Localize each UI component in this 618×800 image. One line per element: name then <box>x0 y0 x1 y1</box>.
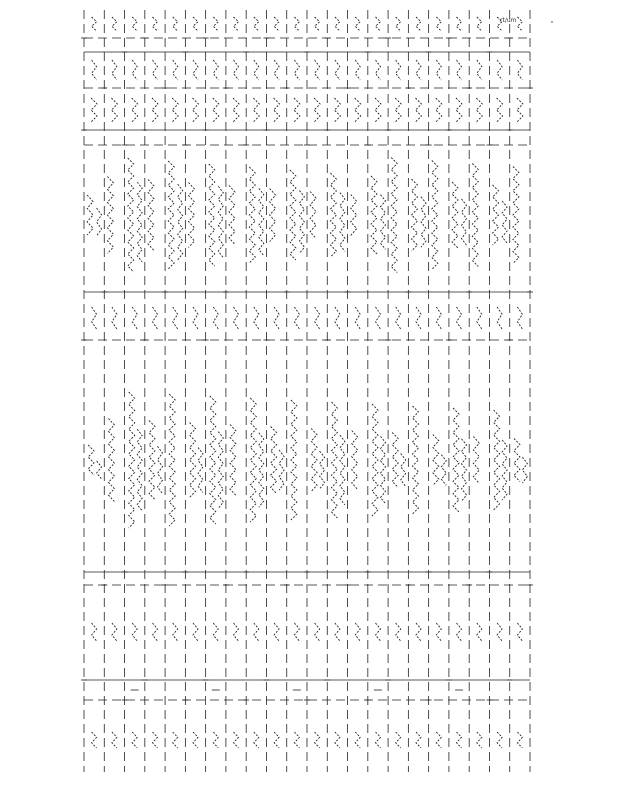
rotated-glyph-cluster <box>111 98 117 122</box>
rotated-glyph-cluster <box>210 396 216 524</box>
rotated-glyph-cluster <box>254 17 259 31</box>
rotated-glyph-cluster <box>371 176 377 254</box>
rotated-glyph-cluster <box>294 98 300 122</box>
rotated-glyph-cluster <box>355 307 360 329</box>
rotated-glyph-cluster <box>153 17 158 31</box>
rotated-glyph-cluster <box>315 60 320 80</box>
rotated-glyph-cluster <box>254 60 259 80</box>
rotated-glyph-cluster <box>271 427 277 494</box>
rotated-glyph-cluster <box>213 732 218 748</box>
rotated-glyph-cluster <box>132 60 137 80</box>
rotated-glyph-cluster <box>132 623 137 641</box>
rotated-glyph-cluster <box>129 392 135 528</box>
rotated-glyph-cluster <box>441 455 446 486</box>
rotated-glyph-cluster <box>376 60 381 80</box>
rotated-glyph-cluster <box>218 432 223 509</box>
rotated-glyph-cluster <box>376 732 381 748</box>
rotated-glyph-cluster <box>314 98 320 122</box>
rotated-glyph-cluster <box>372 404 378 516</box>
rotated-glyph-cluster <box>476 98 482 122</box>
rotated-glyph-cluster <box>92 17 97 31</box>
rotated-glyph-cluster <box>436 17 441 31</box>
rotated-glyph-cluster <box>517 98 523 122</box>
rotated-glyph-cluster <box>416 60 421 80</box>
rotated-glyph-cluster <box>92 623 97 641</box>
rotated-glyph-cluster <box>391 158 397 273</box>
rotated-glyph-cluster <box>230 425 236 496</box>
rotated-glyph-cluster <box>274 307 279 329</box>
rotated-glyph-cluster <box>355 60 360 80</box>
rotated-glyph-cluster <box>250 398 256 522</box>
rotated-glyph-cluster <box>462 199 467 245</box>
margin-dot <box>551 21 553 23</box>
rotated-glyph-cluster <box>92 307 97 329</box>
rotated-glyph-cluster <box>291 400 297 520</box>
rotated-glyph-cluster <box>497 307 502 329</box>
rotated-glyph-cluster <box>502 440 507 500</box>
rotated-glyph-cluster <box>274 17 279 31</box>
rotated-glyph-cluster <box>213 623 218 641</box>
rotated-glyph-cluster <box>436 60 441 80</box>
rotated-glyph-cluster <box>172 98 178 122</box>
rotated-glyph-cluster <box>270 189 276 242</box>
rotated-glyph-cluster <box>132 98 138 122</box>
rotated-glyph-cluster <box>259 433 264 507</box>
rotated-glyph-cluster <box>178 184 183 260</box>
rotated-glyph-cluster <box>477 732 482 748</box>
rotated-glyph-cluster <box>315 732 320 748</box>
rotated-glyph-cluster <box>274 623 279 641</box>
rotated-glyph-cluster <box>294 623 299 641</box>
rotated-glyph-cluster <box>392 433 398 488</box>
rotated-glyph-cluster <box>149 421 155 500</box>
rotated-glyph-cluster <box>153 732 158 748</box>
rotated-glyph-cluster <box>334 98 340 122</box>
rotated-glyph-cluster <box>330 173 336 257</box>
rotated-glyph-cluster <box>457 623 462 641</box>
rotated-glyph-cluster <box>513 167 519 264</box>
rotated-glyph-cluster <box>92 60 97 80</box>
rotated-glyph-cluster <box>355 98 361 122</box>
rotated-glyph-cluster <box>173 17 178 31</box>
rotated-glyph-cluster <box>213 307 218 329</box>
rotated-glyph-cluster <box>453 408 459 512</box>
rotated-glyph-cluster <box>213 17 218 31</box>
rotated-glyph-cluster <box>416 17 421 31</box>
rotated-glyph-cluster <box>112 60 117 80</box>
rotated-glyph-cluster <box>412 179 418 251</box>
rotated-glyph-cluster <box>97 461 102 479</box>
rotated-glyph-cluster <box>493 185 499 245</box>
rotated-glyph-cluster <box>229 186 235 245</box>
rotated-glyph-cluster <box>396 17 401 31</box>
rotated-glyph-cluster <box>234 623 239 641</box>
rotated-glyph-cluster <box>92 732 97 748</box>
rotated-glyph-cluster <box>274 98 280 122</box>
rotated-glyph-cluster <box>315 307 320 329</box>
rotated-glyph-cluster <box>294 732 299 748</box>
rotated-glyph-cluster <box>254 623 259 641</box>
rotated-glyph-cluster <box>335 307 340 329</box>
rotated-glyph-cluster <box>279 450 284 490</box>
rotated-glyph-cluster <box>137 429 142 511</box>
rotated-glyph-cluster <box>87 195 93 235</box>
rotated-glyph-cluster <box>413 406 419 514</box>
rotated-glyph-cluster <box>173 623 178 641</box>
rotated-glyph-cluster <box>456 98 462 122</box>
rotated-glyph-cluster <box>209 164 215 266</box>
rotated-glyph-cluster <box>213 60 218 80</box>
rotated-glyph-cluster <box>432 161 438 270</box>
rotated-glyph-cluster <box>477 60 482 80</box>
rotated-glyph-cluster <box>517 307 522 329</box>
rotated-glyph-cluster <box>148 180 154 251</box>
rotated-glyph-cluster <box>335 732 340 748</box>
rotated-glyph-cluster <box>234 307 239 329</box>
rotated-glyph-cluster <box>299 191 304 254</box>
rotated-glyph-cluster <box>193 60 198 80</box>
rotated-glyph-cluster <box>497 623 502 641</box>
rotated-glyph-cluster <box>88 445 94 475</box>
rotated-glyph-cluster <box>189 183 195 248</box>
rotated-glyph-cluster <box>436 307 441 329</box>
rotated-glyph-cluster <box>193 623 198 641</box>
rotated-glyph-cluster <box>112 307 117 329</box>
rotated-glyph-cluster <box>153 60 158 80</box>
rotated-glyph-cluster <box>472 164 478 267</box>
rotated-glyph-cluster <box>477 307 482 329</box>
rotated-glyph-cluster <box>381 436 386 503</box>
rotated-glyph-cluster <box>436 732 441 748</box>
rotated-glyph-cluster <box>132 732 137 748</box>
rotated-glyph-cluster <box>514 439 520 482</box>
rotated-glyph-cluster <box>290 170 296 260</box>
rotated-glyph-cluster <box>331 402 337 518</box>
rotated-glyph-cluster <box>112 623 117 641</box>
rotated-glyph-cluster <box>416 732 421 748</box>
rotated-glyph-cluster <box>294 60 299 80</box>
rotated-glyph-cluster <box>416 307 421 329</box>
rotated-glyph-cluster <box>132 17 137 31</box>
rotated-glyph-cluster <box>233 98 239 122</box>
rotated-glyph-cluster <box>502 201 507 243</box>
rotated-glyph-cluster <box>376 307 381 329</box>
rotated-glyph-cluster <box>234 60 239 80</box>
rotated-glyph-cluster <box>396 307 401 329</box>
rotated-glyph-cluster <box>234 732 239 748</box>
rotated-glyph-cluster <box>355 17 360 31</box>
rotated-glyph-cluster <box>158 446 163 493</box>
rotated-glyph-cluster <box>340 435 345 505</box>
rotated-glyph-cluster <box>108 419 114 502</box>
rotated-glyph-cluster <box>132 307 137 329</box>
rotated-glyph-cluster <box>198 448 203 493</box>
rotated-glyph-cluster <box>128 158 134 272</box>
rotated-glyph-cluster <box>153 307 158 329</box>
rotated-glyph-cluster <box>91 98 97 122</box>
rotated-glyph-cluster <box>477 623 482 641</box>
rotated-glyph-cluster <box>477 17 482 31</box>
rotated-glyph-cluster <box>376 17 381 31</box>
rotated-glyph-cluster <box>335 623 340 641</box>
rotated-glyph-cluster <box>274 732 279 748</box>
rotated-glyph-cluster <box>193 17 198 31</box>
rotated-glyph-cluster <box>416 623 421 641</box>
rotated-glyph-cluster <box>517 17 522 31</box>
rotated-glyph-cluster <box>452 182 458 248</box>
rotated-glyph-cluster <box>340 193 345 252</box>
rotated-glyph-cluster <box>351 195 357 236</box>
rotated-glyph-cluster <box>137 182 142 262</box>
rotated-glyph-cluster <box>462 439 467 501</box>
rotated-glyph-cluster <box>218 186 223 257</box>
rotated-glyph-cluster <box>494 410 500 510</box>
rotated-glyph-cluster <box>522 457 527 483</box>
rotated-glyph-cluster <box>457 60 462 80</box>
rotated-glyph-cluster <box>249 167 255 263</box>
rotated-glyph-cluster <box>294 307 299 329</box>
rotated-glyph-cluster <box>213 98 219 122</box>
rotated-glyph-cluster <box>310 192 316 239</box>
rotated-glyph-cluster <box>152 98 158 122</box>
rotated-glyph-cluster <box>497 732 502 748</box>
rotated-glyph-cluster <box>169 394 175 526</box>
rotated-glyph-cluster <box>311 429 317 492</box>
rotated-glyph-cluster <box>193 307 198 329</box>
rotated-glyph-cluster <box>193 98 199 122</box>
rotated-glyph-cluster <box>112 732 117 748</box>
header-mark: rt/um <box>500 17 517 24</box>
rotated-glyph-cluster <box>457 17 462 31</box>
rotated-glyph-cluster <box>352 431 358 490</box>
rotated-glyph-cluster <box>401 454 406 487</box>
rotated-glyph-cluster <box>396 732 401 748</box>
rotated-glyph-cluster <box>396 60 401 80</box>
rotated-glyph-cluster <box>97 208 102 236</box>
rotated-glyph-cluster <box>254 732 259 748</box>
rotated-glyph-cluster <box>497 60 502 80</box>
rotated-glyph-cluster <box>355 623 360 641</box>
rotated-glyph-cluster <box>315 623 320 641</box>
rotated-glyph-cluster <box>375 98 381 122</box>
rotated-glyph-cluster <box>107 177 113 254</box>
rotated-glyph-cluster <box>497 98 503 122</box>
rotated-glyph-cluster <box>421 197 426 247</box>
rotated-glyph-cluster <box>355 732 360 748</box>
rotated-glyph-cluster <box>433 435 439 486</box>
rotated-glyph-cluster <box>254 307 259 329</box>
rotated-glyph-cluster <box>234 17 239 31</box>
rotated-glyph-cluster <box>153 623 158 641</box>
rotated-glyph-cluster <box>320 451 325 489</box>
rotated-glyph-cluster <box>335 60 340 80</box>
rotated-glyph-cluster <box>517 732 522 748</box>
rotated-glyph-cluster <box>395 98 401 122</box>
rotated-glyph-cluster <box>335 17 340 31</box>
rotated-glyph-cluster <box>376 623 381 641</box>
rotated-glyph-cluster <box>112 17 117 31</box>
rotated-glyph-cluster <box>457 732 462 748</box>
rotated-glyph-cluster <box>473 437 479 484</box>
rotated-glyph-cluster <box>173 60 178 80</box>
rotated-glyph-cluster <box>416 98 422 122</box>
rotated-glyph-cluster <box>173 732 178 748</box>
rotated-glyph-cluster <box>173 307 178 329</box>
rotated-glyph-cluster <box>517 60 522 80</box>
rotated-glyph-cluster <box>190 423 196 498</box>
rotated-glyph-cluster <box>436 98 442 122</box>
rotated-glyph-cluster <box>457 307 462 329</box>
rotated-glyph-cluster <box>274 60 279 80</box>
rotated-glyph-cluster <box>168 161 174 269</box>
rotated-glyph-cluster <box>193 732 198 748</box>
rotated-glyph-cluster <box>294 17 299 31</box>
rotated-glyph-cluster <box>517 623 522 641</box>
rotated-glyph-cluster <box>259 188 264 255</box>
rotated-glyph-cluster <box>381 195 386 250</box>
rotated-glyph-cluster <box>436 623 441 641</box>
rotated-glyph-cluster <box>396 623 401 641</box>
rotated-glyph-cluster <box>253 98 259 122</box>
rotated-glyph-cluster <box>315 17 320 31</box>
